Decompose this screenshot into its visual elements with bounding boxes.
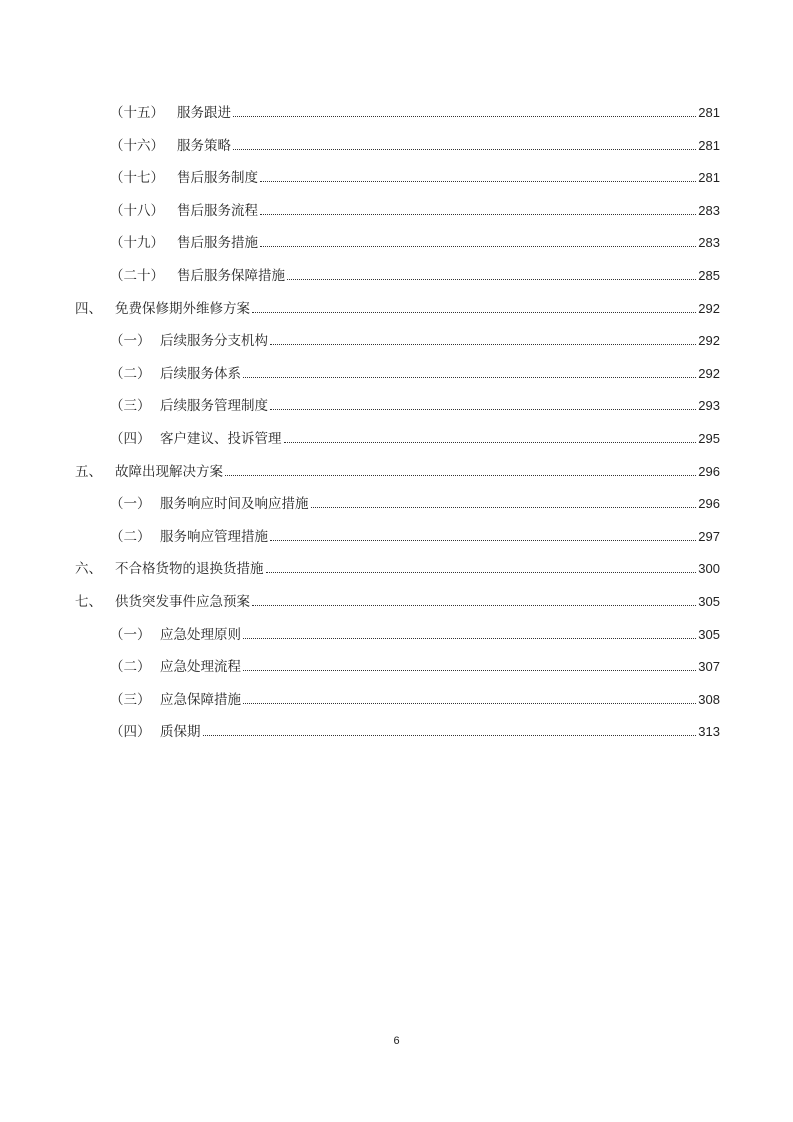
toc-entry[interactable] [0,558,793,591]
toc-entry[interactable] [0,330,793,363]
toc-entry-title: 售后服务措施 [177,235,258,252]
toc-entry-page: 295 [698,430,720,446]
dot-leader [260,180,696,182]
toc-entry-page: 307 [698,659,720,675]
toc-entry-number: （十九） [110,235,164,252]
toc-entry-line [160,428,720,450]
toc-entry-number: （三） [110,691,151,708]
toc-entry[interactable] [0,265,793,298]
dot-leader [203,734,697,736]
toc-entry-number: （十八） [110,202,164,219]
toc-entry-line [160,721,720,743]
dot-leader [270,408,696,410]
toc-entry-title: 售后服务制度 [177,170,258,187]
dot-leader [266,571,697,573]
toc-entry[interactable] [0,232,793,265]
toc-entry[interactable] [0,428,793,461]
toc-entry-page: 296 [698,463,720,479]
toc-entry-line [160,656,720,678]
page-number: 6 [393,1035,400,1047]
toc-entry-title: 服务跟进 [177,105,231,121]
toc-entry[interactable] [0,363,793,396]
dot-leader [233,115,696,117]
toc-entry-number: （一） [110,626,151,643]
toc-entry[interactable] [0,493,793,526]
dot-leader [243,669,696,671]
toc-entry[interactable] [0,591,793,624]
toc-entry-page: 300 [698,561,720,577]
toc-entry-page: 313 [698,724,720,740]
toc-entry-line [115,298,720,320]
toc-entry-title: 售后服务流程 [177,202,258,219]
toc-entry-number: （十六） [110,137,164,154]
toc-entry-number: （二十） [110,267,164,284]
dot-leader [270,539,696,541]
toc-entry-line [115,591,720,613]
toc-entry-page: 293 [698,398,720,414]
toc-entry-title: 服务策略 [177,137,231,154]
toc-entry[interactable] [0,298,793,331]
table-of-contents [0,102,793,754]
toc-entry-number: （十七） [110,170,164,187]
toc-entry-page: 281 [698,105,720,120]
toc-entry-page: 285 [698,267,720,283]
toc-entry-line [160,330,720,352]
toc-entry[interactable] [0,526,793,559]
toc-entry-number: （四） [110,724,151,741]
toc-entry-number: 四、 [75,300,102,317]
toc-entry-line [177,167,720,189]
toc-entry-line [177,265,720,287]
toc-entry-line [160,395,720,417]
toc-entry-number: 六、 [75,561,102,578]
toc-entry-line [160,689,720,711]
toc-entry[interactable] [0,689,793,722]
toc-entry-page: 297 [698,528,720,544]
dot-leader [252,604,696,606]
toc-entry[interactable] [0,200,793,233]
dot-leader [284,441,697,443]
toc-entry-page: 281 [698,137,720,153]
toc-entry-title: 质保期 [160,724,201,741]
toc-entry-title: 应急保障措施 [160,691,241,708]
toc-entry-line [160,526,720,548]
toc-entry-page: 308 [698,691,720,707]
dot-leader [225,474,696,476]
toc-entry-page: 292 [698,365,720,381]
toc-entry-number: （四） [110,430,151,447]
toc-entry-number: （二） [110,659,151,676]
dot-leader [243,702,696,704]
toc-entry-title: 供货突发事件应急预案 [115,593,250,610]
toc-entry-page: 296 [698,496,720,512]
toc-entry-page: 283 [698,235,720,251]
dot-leader [243,637,696,639]
toc-entry-line [177,135,720,157]
toc-entry-title: 应急处理流程 [160,659,241,676]
toc-entry-number: （二） [110,528,151,545]
toc-entry-page: 281 [698,170,720,186]
toc-entry-title: 服务响应管理措施 [160,528,268,545]
toc-entry-line [177,232,720,254]
dot-leader [233,148,696,150]
toc-entry-line [115,461,720,483]
toc-entry[interactable] [0,102,793,135]
toc-entry-number: （三） [110,398,151,415]
toc-entry[interactable] [0,721,793,754]
toc-entry-title: 售后服务保障措施 [177,267,285,284]
toc-entry-number: （十五） [110,105,164,121]
toc-entry-line [160,493,720,515]
dot-leader [311,506,697,508]
toc-entry-page: 305 [698,626,720,642]
toc-entry-page: 292 [698,300,720,316]
toc-entry[interactable] [0,135,793,168]
toc-entry-number: （二） [110,365,151,382]
toc-entry-number: （一） [110,496,151,513]
toc-entry-line [115,558,720,580]
toc-entry-line [177,200,720,222]
toc-entry-number: 七、 [75,593,102,610]
dot-leader [270,343,696,345]
toc-entry[interactable] [0,461,793,494]
toc-entry-title: 故障出现解决方案 [115,463,223,480]
toc-entry-title: 应急处理原则 [160,626,241,643]
toc-entry-page: 283 [698,202,720,218]
toc-entry[interactable] [0,395,793,428]
dot-leader [260,245,696,247]
toc-entry-line [160,363,720,385]
toc-entry-title: 客户建议、投诉管理 [160,430,282,447]
toc-entry[interactable] [0,656,793,689]
toc-entry-title: 后续服务分支机构 [160,333,268,350]
dot-leader [287,278,696,280]
dot-leader [252,311,696,313]
toc-entry-line [160,624,720,646]
toc-entry-title: 后续服务体系 [160,365,241,382]
toc-entry-title: 不合格货物的退换货措施 [115,561,264,578]
toc-entry-title: 免费保修期外维修方案 [115,300,250,317]
toc-entry[interactable] [0,167,793,200]
toc-entry-page: 292 [698,333,720,349]
dot-leader [260,213,696,215]
toc-entry[interactable] [0,624,793,657]
toc-entry-line [177,102,720,124]
toc-entry-number: 五、 [75,463,102,480]
toc-entry-page: 305 [698,593,720,609]
toc-entry-title: 后续服务管理制度 [160,398,268,415]
toc-entry-number: （一） [110,333,151,350]
toc-entry-title: 服务响应时间及响应措施 [160,496,309,513]
dot-leader [243,376,696,378]
